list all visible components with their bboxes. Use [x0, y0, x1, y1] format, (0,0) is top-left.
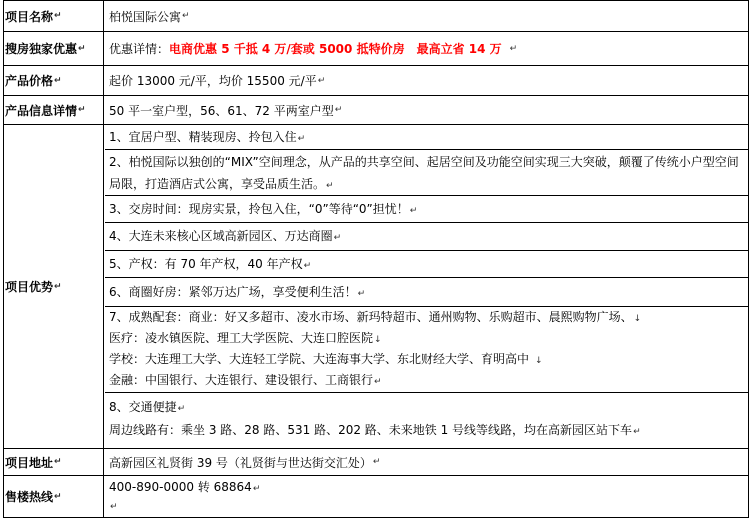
- promo-label: 搜房独家优惠 ↵: [4, 32, 104, 65]
- hotline-label: 售楼热线 ↵: [4, 476, 104, 517]
- price-value: 起价 13000 元/平，均价 15500 元/平 ↵: [109, 74, 326, 88]
- row-promo: [4, 32, 748, 66]
- project-name-label: 项目名称 ↵: [4, 1, 104, 31]
- address-label: 项目地址 ↵: [4, 449, 104, 475]
- row-advantages: [4, 125, 748, 449]
- hotline-value: 400-890-0000 转 68864↵ ↵: [109, 480, 261, 512]
- project-info-table: [3, 0, 749, 518]
- promo-value: 优惠详情： 电商优惠 5 千抵 4 万/套或 5000 抵特价房 最高立省 14 万 ↵: [109, 42, 518, 56]
- row-price: [4, 66, 748, 96]
- product-info-label: 产品信息详情 ↵: [4, 96, 104, 124]
- project-name-value: 柏悦国际公寓 ↵: [109, 9, 190, 24]
- advantage-item-4: 4、大连未来核心区域高新园区、万达商圈↵: [105, 223, 748, 251]
- row-product-info: [4, 96, 748, 125]
- price-label: 产品价格 ↵: [4, 66, 104, 95]
- row-project-name: [4, 1, 748, 32]
- row-hotline: [4, 476, 748, 517]
- advantage-item-1: 1、宜居户型、精装现房、拎包入住↵: [105, 125, 748, 150]
- advantages-label: 项目优势 ↵: [4, 125, 104, 448]
- advantage-item-8: 8、交通便捷↵ 周边线路有：乘坐 3 路、28 路、531 路、202 路、未来地铁 1 号线等线路，均在高新园区站下车↵: [109, 400, 641, 437]
- advantage-item-2: 2、柏悦国际以独创的“MIX”空间理念，从产品的共享空间、起居空间及功能空间实现三大突破，颠覆了传统小户型空间 局限，打造酒店式公寓，享受品质生活。↵: [105, 150, 748, 196]
- product-info-value: 50 平一室户型，56、61、72 平两室户型 ↵: [109, 103, 343, 118]
- advantage-item-5: 5、产权：有 70 年产权，40 年产权↵: [105, 251, 748, 278]
- advantage-item-6: 6、商圈好房：紧邻万达广场，享受便利生活！↵: [105, 278, 748, 307]
- advantage-item-3: 3、交房时间：现房实景，拎包入住，“0”等待“0”担忧！↵: [105, 196, 748, 223]
- row-address: [4, 449, 748, 476]
- advantage-item-7: 7、成熟配套：商业：好又多超市、凌水市场、新玛特超市、通州购物、乐购超市、晨熙购物广场、↓ 医疗：凌水镇医院、理工大学医院、大连口腔医院↓ 学校：大连理工大学、大连轻工学院、大连海事大学、东北财经大学、育明高中 ↓ 金融：中国银行、大连银行、建设银行、工商银行↵: [105, 307, 748, 393]
- address-value: 高新园区礼贤街 39 号（礼贤街与世达街交汇处） ↵: [109, 455, 381, 470]
